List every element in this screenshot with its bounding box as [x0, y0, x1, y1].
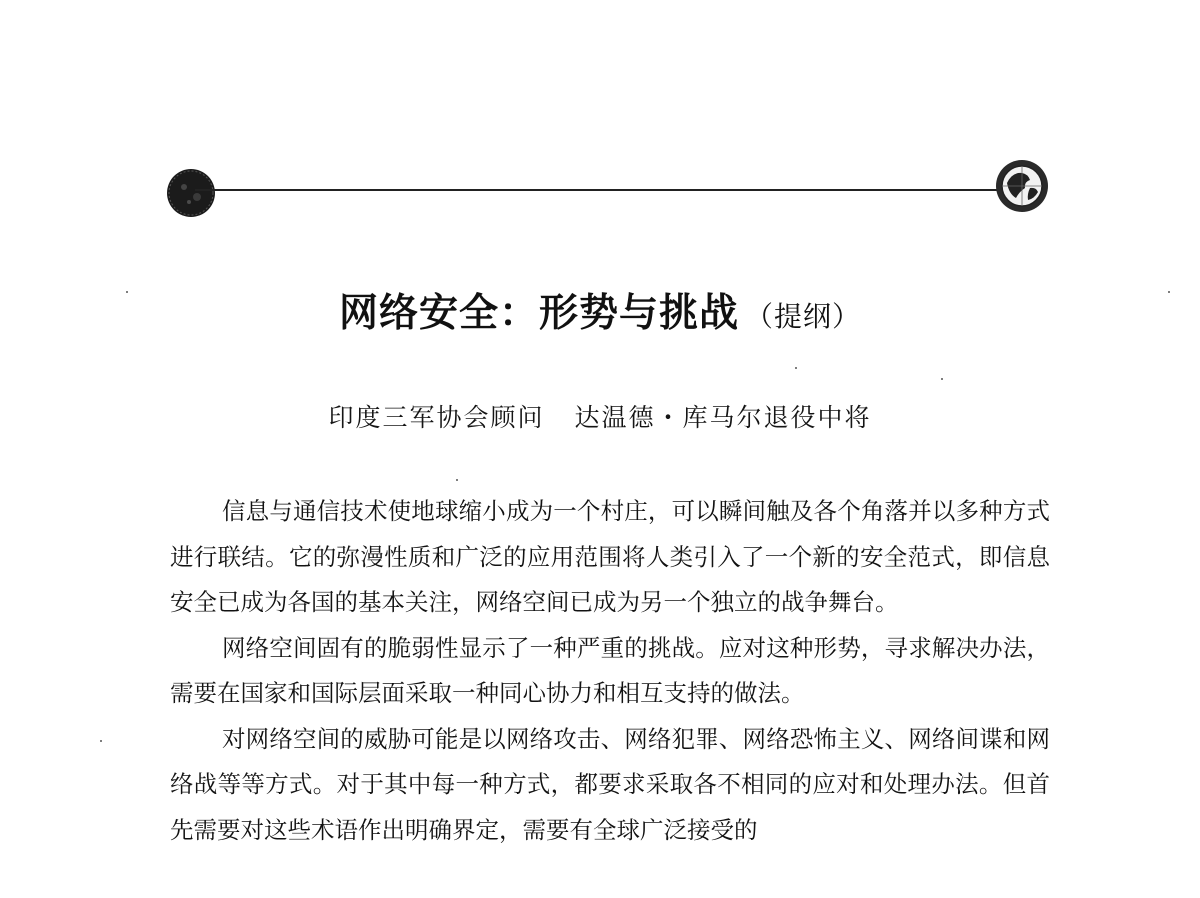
body-paragraph-1: 信息与通信技术使地球缩小成为一个村庄，可以瞬间触及各个角落并以多种方式进行联结。它的弥漫性质和广泛的应用范围将人类引入了一个新的安全范式，即信息安全已成为各国的基本关注，网络空间已成为另一个独立的战争舞台。 [170, 497, 1050, 616]
horizontal-rule [195, 189, 1022, 191]
body-paragraph-2: 网络空间固有的脆弱性显示了一种严重的挑战。应对这种形势，寻求解决办法，需要在国家和国际层面采取一种同心协力和相互支持的做法。 [170, 633, 1050, 707]
author-affiliation: 印度三军协会顾问 [328, 403, 545, 432]
scan-speck [100, 740, 102, 742]
scan-speck [941, 378, 943, 380]
title-subtitle: （提纲） [745, 300, 862, 333]
left-ornament-icon [165, 167, 217, 219]
globe-emblem-icon [994, 158, 1050, 214]
article-title [0, 282, 1200, 338]
decorative-header-rule [165, 167, 1050, 221]
body-paragraph-3: 对网络空间的威胁可能是以网络攻击、网络犯罪、网络恐怖主义、网络间谍和网络战等等方式。对于其中每一种方式，都要求采取各不相同的应对和处理办法。但首先需要对这些术语作出明确界定，需要有全球广泛接受的 [170, 724, 1050, 844]
author-name: 达温德・库马尔退役中将 [574, 403, 872, 432]
scan-speck [1168, 291, 1170, 293]
title-main: 网络安全：形势与挑战 [338, 291, 739, 336]
scan-speck [456, 479, 458, 481]
author-line [0, 398, 1200, 434]
article-body [170, 489, 1050, 853]
scan-speck [795, 367, 797, 369]
scan-speck [126, 291, 128, 293]
